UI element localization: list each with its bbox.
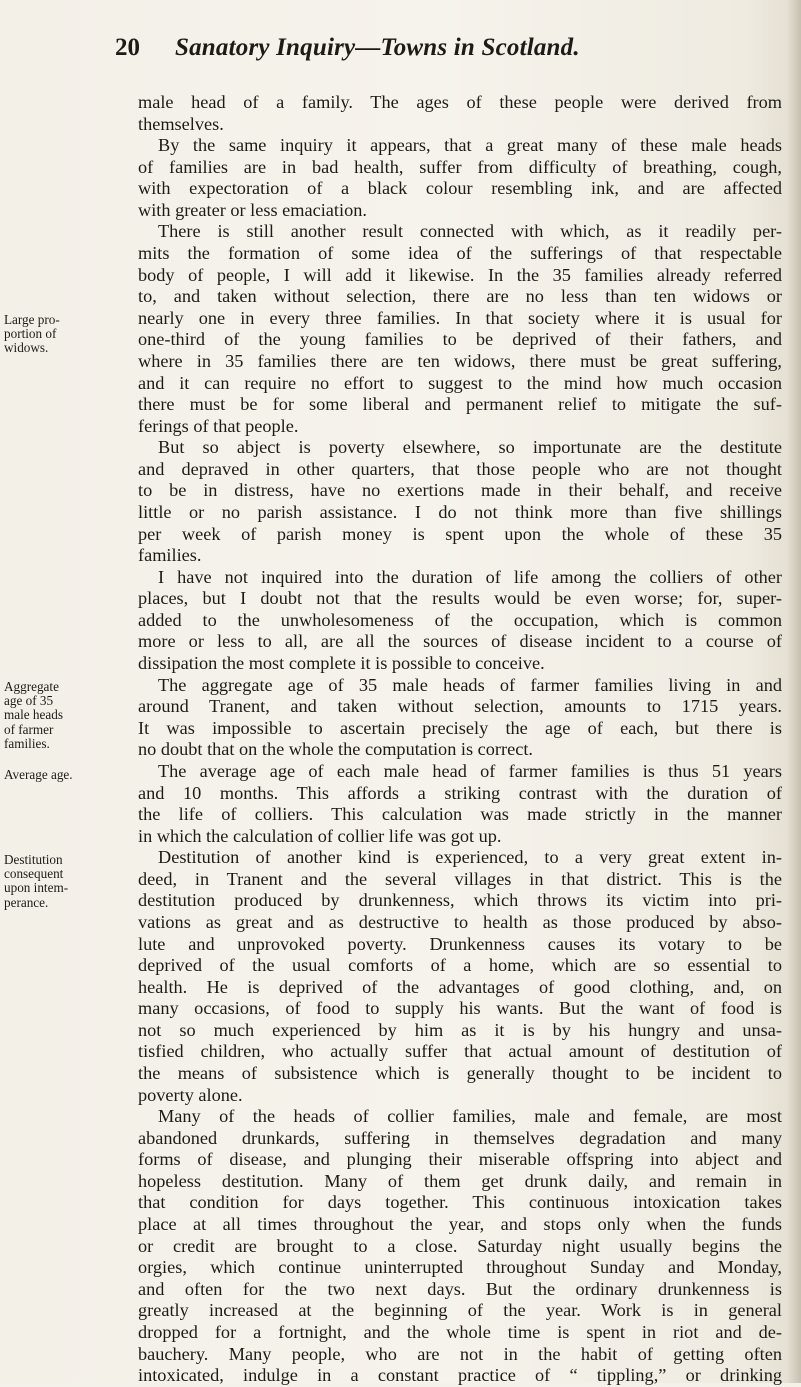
body-line: The average age of each male head of farmer families is thus 51 years — [158, 760, 782, 781]
body-line: The aggregate age of 35 male heads of farmer families living in and — [158, 674, 782, 695]
margin-note-aggregate-age — [4, 680, 104, 751]
body-line: around Tranent, and taken without selection, amounts to 1715 years. — [138, 696, 782, 717]
body-line: and depraved in other quarters, that those people who are not thought — [138, 458, 782, 479]
margin-note-line: consequent — [4, 866, 64, 882]
margin-note-line: widows. — [4, 340, 49, 356]
body-line: and 10 months. This affords a striking contrast with the duration of — [138, 782, 782, 803]
running-title: Sanatory Inquiry—Towns in Scotland. — [175, 34, 580, 61]
body-line: lute and unprovoked poverty. Drunkenness causes its votary to be — [138, 933, 782, 954]
margin-note-line: portion of — [4, 326, 57, 342]
page-header — [0, 30, 801, 80]
body-line: poverty alone. — [138, 1084, 243, 1105]
body-line: ferings of that people. — [138, 415, 299, 436]
body-line: the life of colliers. This calculation was made strictly in the manner — [138, 804, 782, 825]
body-line: But so abject is poverty elsewhere, so importunate are the destitute — [158, 437, 782, 458]
body-line: Many of the heads of collier families, male and female, are most — [158, 1106, 782, 1127]
body-line: and it can require no effort to suggest to the mind how much occasion — [138, 372, 782, 393]
body-line: that condition for days together. This continuous intoxication takes — [138, 1192, 782, 1213]
body-line: orgies, which continue uninterrupted throughout Sunday and Monday, — [138, 1257, 782, 1278]
body-line: one-third of the young families to be deprived of their fathers, and — [138, 329, 782, 350]
body-line: By the same inquiry it appears, that a great many of these male heads — [158, 135, 782, 156]
body-line: the means of subsistence which is generally thought to be incident to — [138, 1063, 782, 1084]
body-line: to, and taken without selection, there are no less than ten widows or — [138, 286, 782, 307]
body-line: per week of parish money is spent upon the whole of these 35 — [138, 523, 782, 544]
body-line: added to the unwholesomeness of the occupation, which is common — [138, 609, 782, 630]
margin-note-line: families. — [4, 735, 50, 751]
body-line: intoxicated, indulge in a constant practice of “ tippling,” or drinking — [138, 1365, 782, 1386]
body-text — [138, 92, 782, 1387]
body-line: forms of disease, and plunging their miserable offspring into abject and — [138, 1149, 782, 1170]
body-line: I have not inquired into the duration of life among the colliers of other — [158, 566, 782, 587]
body-line: There is still another result connected with which, as it readily per- — [158, 221, 782, 242]
body-line: dissipation the most complete it is possible to conceive. — [138, 653, 545, 674]
margin-note-line: perance. — [4, 894, 49, 910]
margin-note-line: Average age. — [4, 767, 73, 782]
body-line: dropped for a fortnight, and the whole time is spent in riot and de- — [138, 1321, 782, 1342]
body-line: there must be for some liberal and permanent relief to mitigate the suf- — [138, 394, 782, 415]
body-line: with expectoration of a black colour resembling ink, and are affected — [138, 178, 782, 199]
margin-note-destitution — [4, 853, 104, 910]
body-line: nearly one in every three families. In that society where it is usual for — [138, 307, 782, 328]
body-line: little or no parish assistance. I do not think more than five shillings — [138, 501, 782, 522]
body-line: many occasions, of food to supply his wants. But the want of food is — [138, 998, 782, 1019]
body-line: places, but I doubt not that the results would be even worse; for, super- — [138, 588, 782, 609]
body-line: greatly increased at the beginning of the year. Work is in general — [138, 1300, 782, 1321]
body-line: of families are in bad health, suffer from difficulty of breathing, cough, — [138, 156, 782, 177]
body-line: destitution produced by drunkenness, which throws its victim into pri- — [138, 890, 782, 911]
page-edge-shadow — [787, 0, 801, 1383]
body-line: and often for the two next days. But the ordinary drunkenness is — [138, 1278, 782, 1299]
body-line: or credit are brought to a close. Saturday night usually begins the — [138, 1235, 782, 1256]
margin-note-line: age of 35 — [4, 693, 54, 709]
body-line: It was impossible to ascertain precisely the age of each, but there is — [138, 717, 782, 738]
body-line: abandoned drunkards, suffering in themselves degradation and many — [138, 1127, 782, 1148]
page-number: 20 — [115, 34, 140, 61]
body-line: tisfied children, who actually suffer that actual amount of destitution of — [138, 1041, 782, 1062]
body-line: mits the formation of some idea of the sufferings of that respectable — [138, 243, 782, 264]
body-line: themselves. — [138, 113, 224, 134]
margin-note-line: Aggregate — [4, 679, 59, 694]
body-line: hopeless destitution. Many of them get drunk daily, and remain in — [138, 1170, 782, 1191]
margin-note-line: Large pro- — [4, 312, 60, 327]
body-line: with greater or less emaciation. — [138, 199, 367, 220]
body-line: vations as great and as destructive to health as those produced by abso- — [138, 911, 782, 932]
body-line: Destitution of another kind is experienced, to a very great extent in- — [158, 847, 782, 868]
body-line: place at all times throughout the year, and stops only when the funds — [138, 1214, 782, 1235]
margin-note-widows — [4, 313, 104, 356]
body-line: not so much experienced by him as it is by his hungry and unsa- — [138, 1019, 782, 1040]
body-line: where in 35 families there are ten widows, there must be great suffering, — [138, 350, 782, 371]
margin-note-line: Destitution — [4, 852, 63, 867]
body-line: health. He is deprived of the advantages of good clothing, and, on — [138, 976, 782, 997]
margin-note-line: of farmer — [4, 721, 54, 737]
margin-note-average-age — [4, 768, 104, 782]
body-line: families. — [138, 545, 202, 566]
body-line: deprived of the usual comforts of a home, which are so essential to — [138, 955, 782, 976]
margin-note-line: upon intem- — [4, 880, 69, 896]
margin-note-line: male heads — [4, 707, 63, 723]
body-line: no doubt that on the whole the computation is correct. — [138, 739, 533, 760]
body-line: body of people, I will add it likewise. In the 35 families already referred — [138, 264, 782, 285]
body-line: deed, in Tranent and the several villages in that district. This is the — [138, 868, 782, 889]
body-line: male head of a family. The ages of these people were derived from — [138, 92, 782, 112]
body-line: bauchery. Many people, who are not in the habit of getting often — [138, 1343, 782, 1364]
body-line: to be in distress, have no exertions made in their behalf, and receive — [138, 480, 782, 501]
body-line: in which the calculation of collier life was got up. — [138, 825, 502, 846]
body-line: more or less to all, are all the sources of disease incident to a course of — [138, 631, 782, 652]
